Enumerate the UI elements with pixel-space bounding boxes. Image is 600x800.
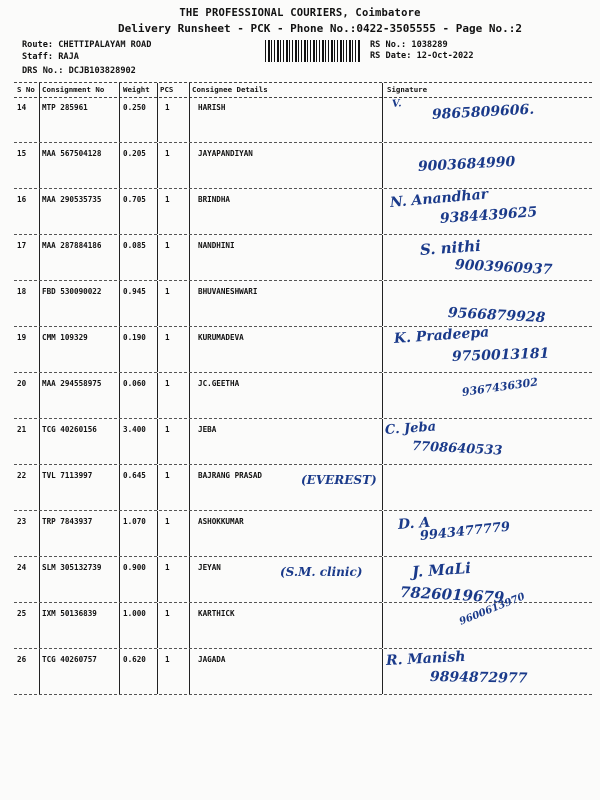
- col-consignee: Consignee Details: [192, 85, 268, 94]
- handwritten-signature: N. Anandhar: [389, 186, 489, 211]
- handwritten-note: (S.M. clinic): [280, 565, 363, 579]
- col-pcs: PCS: [160, 85, 174, 94]
- handwritten-phone: 9566879928: [447, 305, 546, 327]
- row-pcs: 1: [165, 655, 170, 664]
- row-weight: 0.645: [123, 471, 146, 480]
- row-weight: 1.070: [123, 517, 146, 526]
- consignment-number: TCG 40260757: [42, 655, 97, 664]
- row-sno: 20: [17, 379, 27, 388]
- row-pcs: 1: [165, 471, 170, 480]
- row-sno: 26: [17, 655, 27, 664]
- handwritten-phone: 9943477779: [419, 519, 511, 544]
- consignment-number: MAA 290535735: [42, 195, 102, 204]
- consignment-number: TVL 7113997: [42, 471, 93, 480]
- route-label: Route:: [22, 40, 54, 50]
- consignment-number: MAA 567504128: [42, 149, 102, 158]
- row-pcs: 1: [165, 609, 170, 618]
- row-pcs: 1: [165, 149, 170, 158]
- row-weight: 1.000: [123, 609, 146, 618]
- handwritten-signature: S. nithi: [419, 236, 482, 259]
- row-sno: 23: [17, 517, 27, 526]
- row-pcs: 1: [165, 517, 170, 526]
- table-row: [14, 97, 592, 143]
- rs-date-label: RS Date:: [370, 51, 412, 61]
- row-weight: 0.620: [123, 655, 146, 664]
- drs-label: DRS No.:: [22, 66, 64, 76]
- table-row: [14, 143, 592, 189]
- row-weight: 0.705: [123, 195, 146, 204]
- table-row: [14, 186, 592, 235]
- row-sno: 16: [17, 195, 27, 204]
- consignee-name: JC.GEETHA: [198, 379, 240, 388]
- handwritten-phone: 9750013181: [451, 345, 550, 365]
- row-weight: 0.060: [123, 379, 146, 388]
- row-sno: 22: [17, 471, 27, 480]
- handwritten-signature: R. Manish: [385, 648, 466, 669]
- table-row: [14, 419, 592, 465]
- route-value: CHETTIPALAYAM ROAD: [58, 40, 152, 50]
- table-row: [14, 281, 592, 327]
- row-sno: 15: [17, 149, 27, 158]
- row-sno: 19: [17, 333, 27, 342]
- handwritten-phone: 7708640533: [411, 439, 503, 459]
- handwritten-phone: 9894872977: [429, 669, 528, 687]
- consignee-name: BHUVANESHWARI: [198, 287, 258, 296]
- row-pcs: 1: [165, 287, 170, 296]
- handwritten-signature: J. MaLi: [411, 558, 472, 581]
- runsheet-title: Delivery Runsheet - PCK - Phone No.:0422-3505555 - Page No.:2: [118, 22, 522, 35]
- rs-no-value: 1038289: [411, 40, 448, 50]
- table-row: [14, 465, 592, 511]
- consignee-name: ASHOKKUMAR: [198, 517, 244, 526]
- consignee-name: HARISH: [198, 103, 226, 112]
- row-pcs: 1: [165, 195, 170, 204]
- row-weight: 0.250: [123, 103, 146, 112]
- table-row: [14, 557, 592, 607]
- handwritten-phone: 7826019679: [399, 583, 505, 607]
- handwritten-phone: 9600613970: [457, 591, 527, 628]
- staff-line: [22, 52, 79, 62]
- barcode: [265, 40, 360, 62]
- handwritten-signature: D. A: [397, 514, 431, 533]
- consignment-number: MAA 294558975: [42, 379, 102, 388]
- row-sno: 25: [17, 609, 27, 618]
- consignment-number: IXM 50136839: [42, 609, 97, 618]
- consignee-name: JAYAPANDIYAN: [198, 149, 253, 158]
- row-sno: 17: [17, 241, 27, 250]
- rs-no-line: [370, 40, 448, 50]
- route-line: [22, 40, 151, 50]
- table-row: [14, 235, 592, 281]
- table-row: [14, 324, 592, 373]
- row-weight: 0.085: [123, 241, 146, 250]
- handwritten-phone: 9003960937: [454, 257, 553, 279]
- row-sno: 24: [17, 563, 27, 572]
- row-pcs: 1: [165, 333, 170, 342]
- handwritten-phone: 9865809606.: [431, 101, 535, 123]
- consignee-name: JEYAN: [198, 563, 221, 572]
- consignment-number: FBD 530090022: [42, 287, 102, 296]
- row-sno: 18: [17, 287, 27, 296]
- consignment-number: TCG 40260156: [42, 425, 97, 434]
- consignment-number: MAA 287884186: [42, 241, 102, 250]
- handwritten-phone: 9384439625: [439, 204, 538, 227]
- table-row: [14, 373, 592, 419]
- col-consignment: Consignment No: [42, 85, 105, 94]
- consignee-name: NANDHINI: [198, 241, 235, 250]
- table-row: [14, 649, 592, 695]
- consignee-name: JEBA: [198, 425, 217, 434]
- handwritten-phone: 9003684990: [417, 153, 516, 175]
- row-weight: 3.400: [123, 425, 146, 434]
- row-pcs: 1: [165, 425, 170, 434]
- staff-value: RAJA: [58, 52, 79, 62]
- handwritten-signature: K. Pradeepa: [393, 324, 490, 347]
- company-name: THE PROFESSIONAL COURIERS, Coimbatore: [179, 7, 421, 19]
- row-weight: 0.900: [123, 563, 146, 572]
- consignment-number: MTP 285961: [42, 103, 88, 112]
- handwritten-phone: 9367436302: [461, 375, 539, 399]
- rs-date-value: 12-Oct-2022: [416, 51, 474, 61]
- rs-no-label: RS No.:: [370, 40, 407, 50]
- row-sno: 14: [17, 103, 27, 112]
- col-signature: Signature: [387, 85, 428, 94]
- row-weight: 0.945: [123, 287, 146, 296]
- consignee-name: KARTHICK: [198, 609, 235, 618]
- col-weight: Weight: [123, 85, 150, 94]
- consignee-name: BRINDHA: [198, 195, 231, 204]
- table-header: [14, 82, 592, 98]
- rs-date-line: [370, 51, 474, 61]
- consignment-number: SLM 305132739: [42, 563, 102, 572]
- row-pcs: 1: [165, 379, 170, 388]
- staff-label: Staff:: [22, 52, 54, 62]
- runsheet-header: [0, 0, 600, 82]
- row-pcs: 1: [165, 103, 170, 112]
- consignment-number: TRP 7843937: [42, 517, 93, 526]
- handwritten-signature: V.: [391, 98, 402, 110]
- row-weight: 0.205: [123, 149, 146, 158]
- consignee-name: JAGADA: [198, 655, 226, 664]
- consignee-name: KURUMADEVA: [198, 333, 244, 342]
- col-sno: S No: [17, 85, 35, 94]
- drs-value: DCJB103828902: [68, 66, 136, 76]
- row-sno: 21: [17, 425, 27, 434]
- consignee-name: BAJRANG PRASAD: [198, 471, 263, 480]
- drs-line: [22, 66, 136, 76]
- handwritten-note: (EVEREST): [301, 473, 377, 487]
- row-pcs: 1: [165, 241, 170, 250]
- row-weight: 0.190: [123, 333, 146, 342]
- handwritten-signature: C. Jeba: [384, 419, 437, 438]
- row-pcs: 1: [165, 563, 170, 572]
- table-row: [14, 511, 592, 557]
- consignment-number: CMM 109329: [42, 333, 88, 342]
